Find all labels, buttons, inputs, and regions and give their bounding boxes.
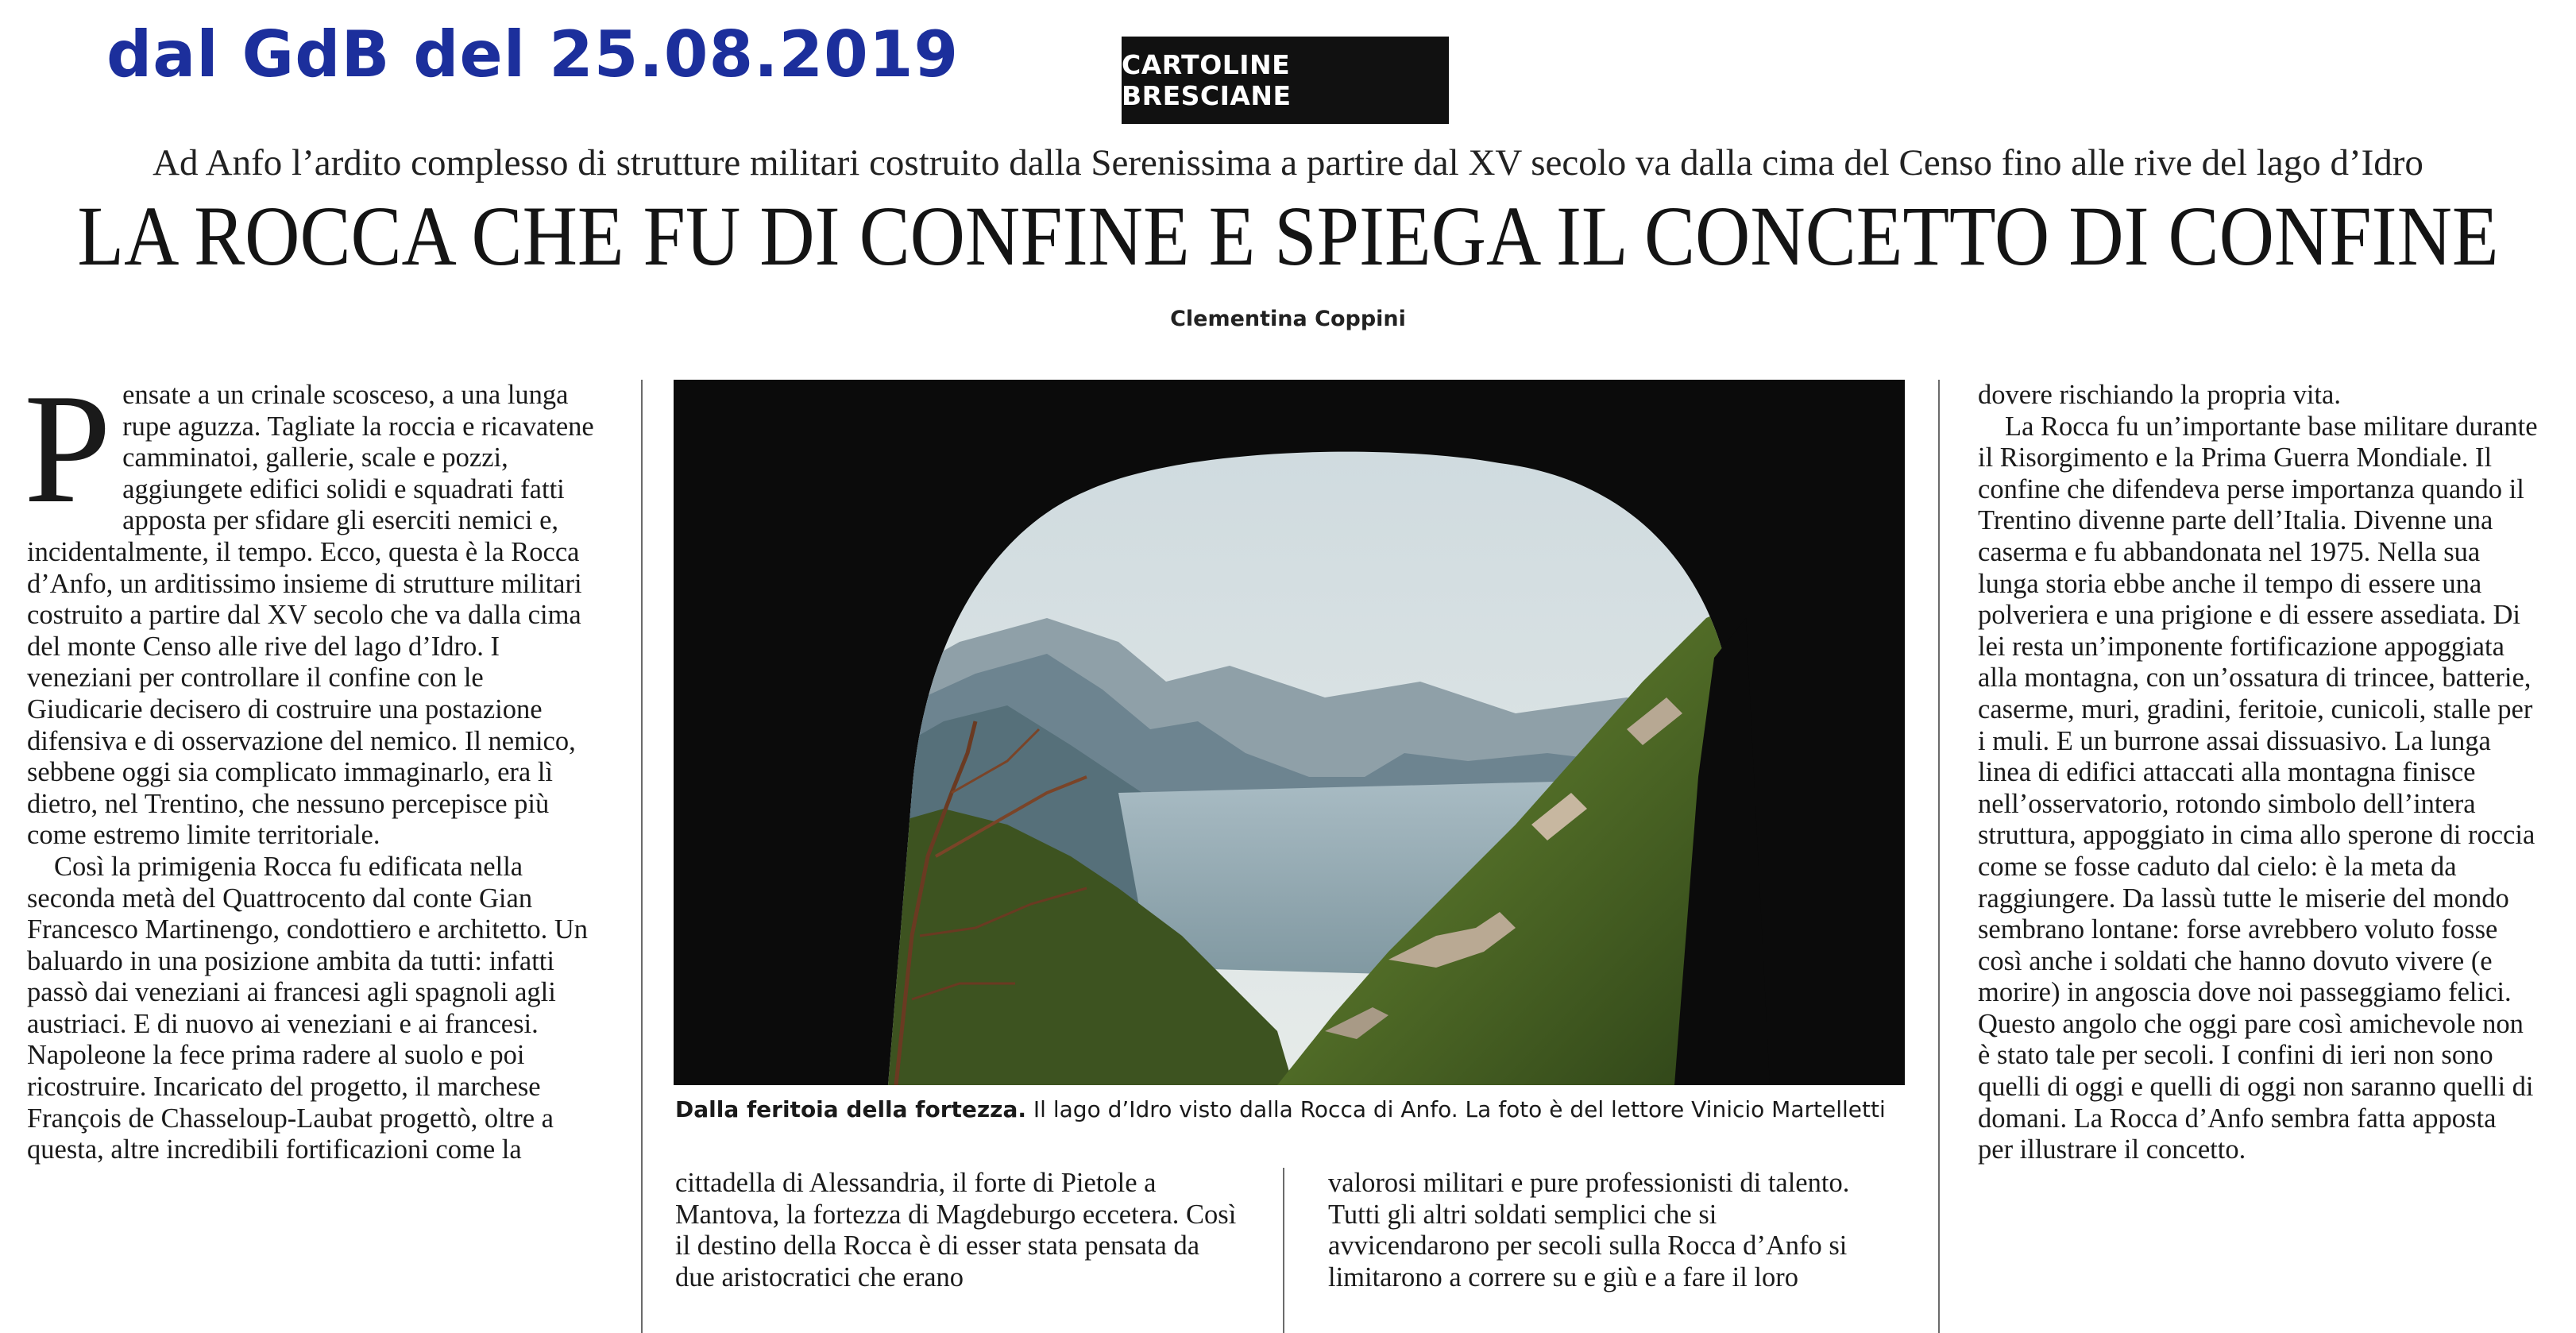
paragraph: dovere rischiando la propria vita.: [1978, 380, 2341, 410]
article-column-2: [675, 1168, 1239, 1293]
paragraph: ensate a un crinale scosceso, a una lunga rupe aguzza. Tagliate la roccia e ricavatene camminatoi, gallerie, scale e pozzi, aggiungete edifici solidi e squadrati fatti apposta per sfidare gli eserciti nemici e, incidentalmente, il tempo. Ecco, questa è la Rocca d’Anfo, un arditissimo insieme di strutture militari costruito a partire dal XV secolo che va dalla cima del monte Censo alle rive del lago d’Idro. I veneziani per controllare il confine con le Giudicarie decisero di costruire una postazione difensiva e di osservazione del nemico. Il nemico, sebbene oggi sia complicato immaginarlo, era lì dietro, nel Trentino, che nessuno percepisce più come estremo limite territoriale.: [27, 380, 594, 851]
column-rule: [1938, 380, 1940, 1333]
caption-text: Il lago d’Idro visto dalla Rocca di Anfo. La foto è del lettore Vinicio Martelletti: [1026, 1096, 1886, 1122]
source-label: dal GdB del 25.08.2019: [106, 17, 960, 91]
caption-title: Dalla feritoia della fortezza.: [675, 1096, 1027, 1122]
photo-caption: [675, 1096, 1906, 1122]
paragraph: valorosi militari e pure professionisti di talento. Tutti gli altri soldati semplici che si avvicendarono per secoli sulla Rocca d’Anfo si limitarono a correre su e giù e a fare il loro: [1328, 1168, 1850, 1292]
article-byline: Clementina Coppini: [1170, 307, 1406, 331]
article-kicker: Ad Anfo l’ardito complesso di strutture militari costruito dalla Serenissima a partire dal XV secolo va dalla cima del Censo fino alle rive del lago d’Idro: [153, 142, 2423, 184]
paragraph: Così la primigenia Rocca fu edificata nella seconda metà del Quattrocento dal conte Gian Francesco Martinengo, condottiero e architetto. Un baluardo in una posizione ambita da tutti: infatti passò dai veneziani ai francesi agli spagnoli agli austriaci. E di nuovo ai veneziani e ai francesi. Napoleone la fece prima radere al suolo e poi ricostruire. Incaricato del progetto, il marchese François de Chasseloup-Laubat progettò, oltre a questa, altre incredibili fortificazioni come la: [27, 851, 589, 1165]
article-column-4: [1978, 380, 2538, 1166]
column-rule: [1283, 1168, 1284, 1333]
drop-cap: P: [24, 361, 112, 535]
article-column-3: [1328, 1168, 1876, 1293]
article-column-1: [24, 361, 597, 1166]
paragraph: La Rocca fu un’importante base militare durante il Risorgimento e la Prima Guerra Mondiale. Il confine che difendeva perse importanza quando il Trentino divenne parte dell’Italia. Divenne una caserma e fu abbandonata nel 1975. Nella sua lunga storia ebbe anche il tempo di essere una polveriera e una prigione e di essere assediata. Di lei resta un’imponente fortificazione appoggiata alla montagna, con un’ossatura di trincee, batterie, caserme, muri, gradini, feritoie, cunicoli, stalle per i muli. E un burrone assai dissuasivo. La lunga linea di edifici attaccati alla montagna finisce nell’osservatorio, rotondo simbolo dell’intera struttura, appoggiato in cima allo sperone di roccia come se fosse caduto dal cielo: è la meta da raggiungere. Da lassù tutte le miserie del mondo sembrano lontane: forse avrebbero voluto fosse così anche i soldati che hanno dovuto vivere (e morire) in angoscia dove noi passeggiamo felici. Questo angolo che oggi pare così amichevole non è stato tale per secoli. I confini di ieri non sono quelli di oggi e quelli di oggi non saranno quelli di domani. La Rocca d’Anfo sembra fatta apposta per illustrare il concetto.: [1978, 411, 2538, 1165]
paragraph: cittadella di Alessandria, il forte di Pietole a Mantova, la fortezza di Magdeburgo eccetera. Così il destino della Rocca è di esser stata pensata da due aristocratici che erano: [675, 1168, 1237, 1292]
column-rule: [641, 380, 643, 1333]
article-headline: LA ROCCA CHE FU DI CONFINE E SPIEGA IL CONCETTO DI CONFINE: [77, 187, 2499, 284]
section-tag: CARTOLINE BRESCIANE: [1122, 37, 1449, 124]
lake-photo: [674, 380, 1905, 1085]
